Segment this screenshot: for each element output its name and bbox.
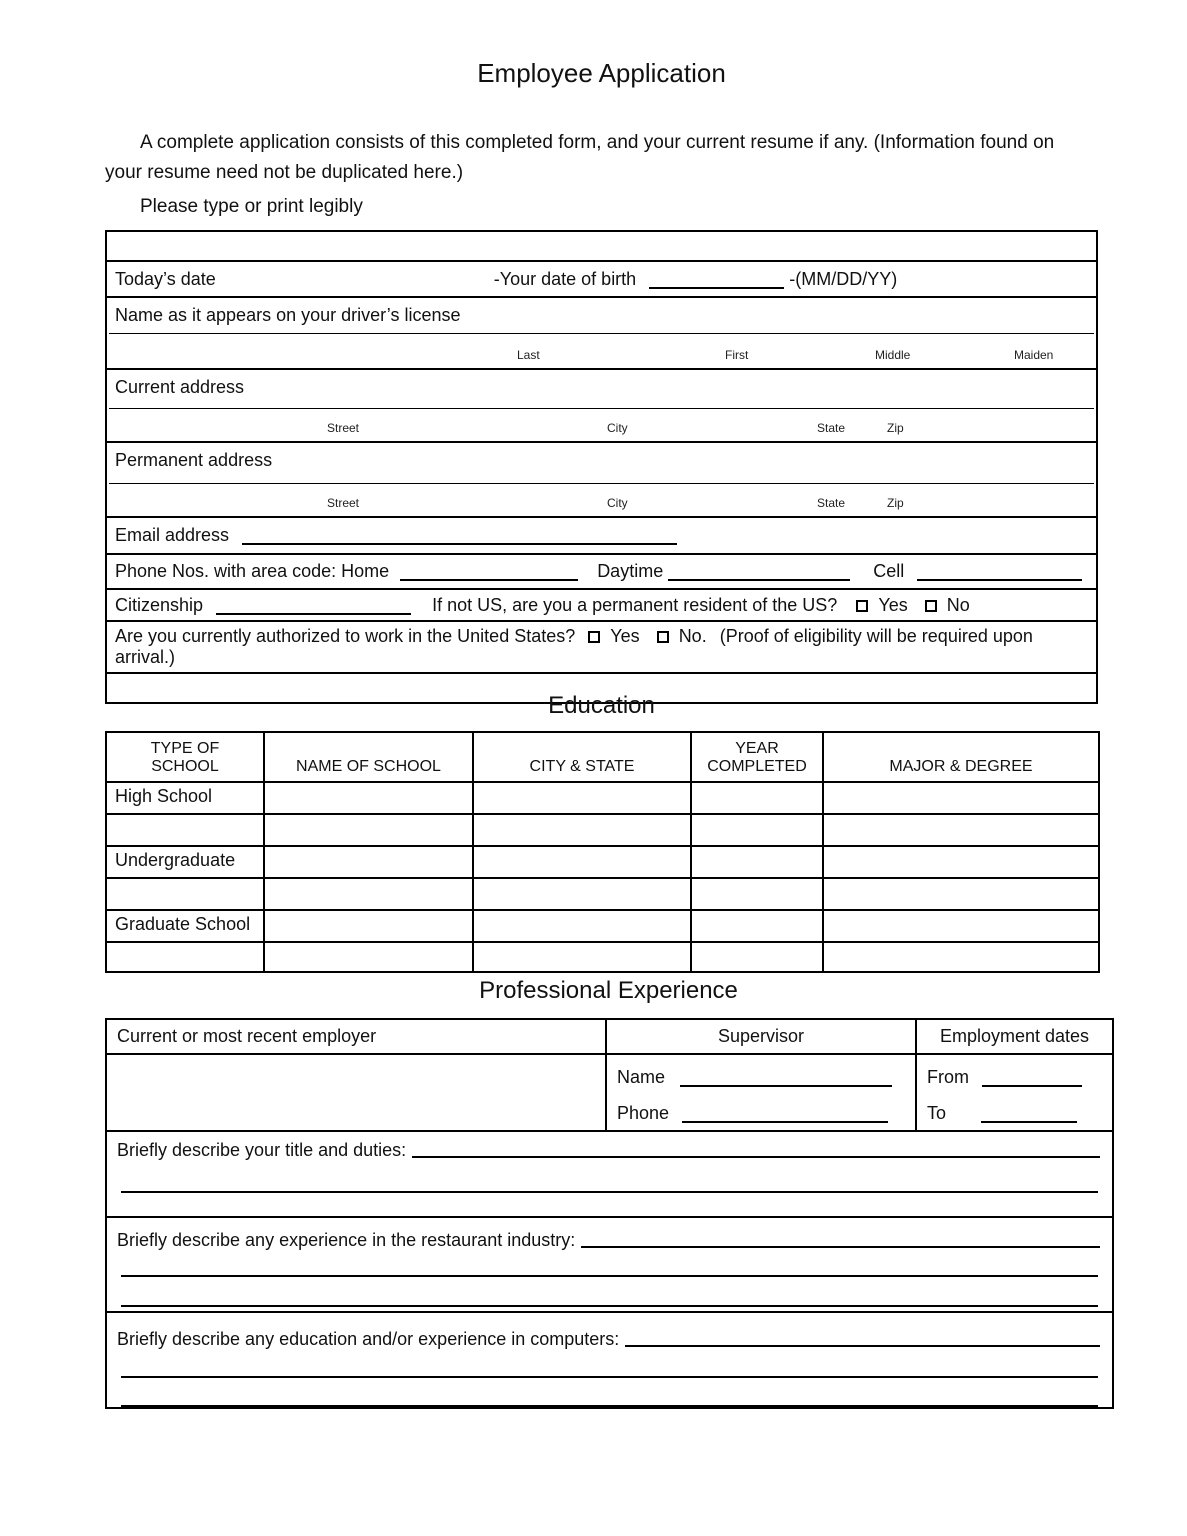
to-blank[interactable] (981, 1106, 1077, 1123)
education-cell[interactable] (264, 782, 473, 814)
education-cell[interactable] (691, 878, 823, 910)
name-sublabel-maiden: Maiden (1014, 348, 1054, 362)
education-row-label: Graduate School (106, 910, 264, 942)
computers-row (106, 1312, 1113, 1408)
restaurant-write-line[interactable] (121, 1305, 1098, 1307)
phone-daytime-blank[interactable] (668, 564, 850, 581)
supervisor-phone-blank[interactable] (682, 1106, 888, 1123)
address-sublabel-state: State (817, 496, 846, 510)
duties-write-line[interactable] (121, 1191, 1098, 1193)
personal-info-table (105, 230, 1098, 704)
phone-cell-label: Cell (873, 561, 905, 581)
permanent-address-write-line[interactable] (109, 483, 1094, 484)
education-header-type-of-school: TYPE OF SCHOOL (106, 732, 264, 782)
education-cell[interactable] (264, 910, 473, 942)
address-sublabel-street: Street (327, 421, 360, 435)
todays-date-row (106, 261, 1097, 297)
restaurant-blank[interactable] (581, 1246, 1100, 1248)
computers-label: Briefly describe any education and/or experience in computers: (117, 1329, 620, 1349)
restaurant-label: Briefly describe any experience in the restaurant industry: (117, 1230, 576, 1250)
phone-row (106, 554, 1097, 589)
education-cell[interactable] (823, 910, 1099, 942)
supervisor-name-blank[interactable] (680, 1070, 892, 1087)
address-sublabel-zip: Zip (887, 496, 904, 510)
empty-top-row (106, 231, 1097, 261)
education-cell[interactable] (823, 846, 1099, 878)
from-label: From (927, 1067, 969, 1087)
email-label: Email address (115, 525, 230, 545)
supervisor-header: Supervisor (606, 1019, 916, 1054)
resident-no-label: No (946, 594, 970, 615)
current-address-label: Current address (115, 377, 245, 397)
education-cell[interactable] (264, 814, 473, 846)
permanent-address-label: Permanent address (115, 450, 273, 470)
education-row-label (106, 878, 264, 910)
education-cell[interactable] (473, 878, 691, 910)
email-row (106, 517, 1097, 554)
education-header-city-state: CITY & STATE (473, 732, 691, 782)
resident-no-checkbox[interactable] (925, 600, 937, 612)
phone-home-blank[interactable] (400, 564, 578, 581)
education-table (105, 731, 1100, 973)
supervisor-phone-label: Phone (617, 1103, 670, 1123)
education-cell[interactable] (473, 910, 691, 942)
dob-blank[interactable] (649, 272, 784, 289)
authorized-no-label: No. (678, 626, 707, 646)
education-cell[interactable] (823, 942, 1099, 972)
address-sublabel-zip: Zip (887, 421, 904, 435)
education-row-label (106, 942, 264, 972)
authorized-no-checkbox[interactable] (657, 631, 669, 643)
education-row-label: High School (106, 782, 264, 814)
education-cell[interactable] (264, 878, 473, 910)
current-address-row (106, 369, 1097, 442)
intro-paragraph: A complete application consists of this completed form, and your current resume if any. (Information found on your resume need not be duplicated here.) (105, 132, 1055, 183)
address-sublabel-state: State (817, 421, 846, 435)
professional-experience-heading: Professional Experience (479, 977, 738, 1004)
education-cell[interactable] (691, 814, 823, 846)
computers-blank[interactable] (625, 1345, 1100, 1347)
name-sublabel-middle: Middle (875, 348, 911, 362)
education-cell[interactable] (691, 910, 823, 942)
address-sublabel-street: Street (327, 496, 360, 510)
education-row-label (106, 814, 264, 846)
citizenship-blank[interactable] (216, 598, 411, 615)
resident-question: If not US, are you a permanent resident of the US? (432, 594, 838, 615)
computers-write-line[interactable] (121, 1376, 1098, 1378)
education-cell[interactable] (691, 782, 823, 814)
resident-yes-label: Yes (878, 594, 908, 615)
page-title: Employee Application (477, 58, 726, 88)
education-cell[interactable] (473, 846, 691, 878)
name-sublabel-first: First (725, 348, 749, 362)
todays-date-label: Today’s date (115, 268, 216, 289)
license-name-row (106, 297, 1097, 369)
education-cell[interactable] (823, 782, 1099, 814)
license-name-label: Name as it appears on your driver’s license (115, 305, 461, 325)
dates-cell (916, 1054, 1113, 1131)
duties-row (106, 1131, 1113, 1217)
authorized-yes-checkbox[interactable] (588, 631, 600, 643)
experience-table (105, 1018, 1114, 1409)
supervisor-cell (606, 1054, 916, 1131)
education-cell[interactable] (473, 782, 691, 814)
dob-label: -Your date of birth (493, 268, 637, 289)
phone-daytime-label: Daytime (597, 561, 664, 581)
dates-header: Employment dates (916, 1019, 1113, 1054)
type-or-print-instruction: Please type or print legibly (140, 196, 363, 217)
authorized-yes-label: Yes (610, 626, 640, 646)
education-cell[interactable] (691, 846, 823, 878)
education-header-name-of-school: NAME OF SCHOOL (264, 732, 473, 782)
dob-format-label: -(MM/DD/YY) (789, 268, 898, 289)
authorized-row (106, 621, 1097, 673)
address-sublabel-city: City (607, 421, 628, 435)
permanent-address-row (106, 442, 1097, 517)
employer-cell[interactable] (106, 1054, 606, 1131)
duties-blank[interactable] (412, 1156, 1100, 1158)
citizenship-label: Citizenship (115, 594, 204, 615)
computers-write-line[interactable] (121, 1405, 1098, 1407)
education-cell[interactable] (823, 814, 1099, 846)
current-address-write-line[interactable] (109, 408, 1094, 409)
authorized-question: Are you currently authorized to work in the United States? (115, 626, 576, 646)
address-sublabel-city: City (607, 496, 628, 510)
to-label: To (927, 1103, 947, 1123)
supervisor-name-label: Name (617, 1067, 666, 1087)
citizenship-row (106, 589, 1097, 621)
education-cell[interactable] (691, 942, 823, 972)
resident-yes-checkbox[interactable] (856, 600, 868, 612)
name-sublabel-last: Last (517, 348, 540, 362)
phone-cell-blank[interactable] (917, 564, 1082, 581)
education-cell[interactable] (264, 942, 473, 972)
education-header-year-completed: YEAR COMPLETED (691, 732, 823, 782)
education-cell[interactable] (473, 814, 691, 846)
restaurant-write-line[interactable] (121, 1275, 1098, 1277)
authorized-note: (Proof of eligibility will be required upon arrival.) (115, 626, 1033, 667)
education-cell[interactable] (264, 846, 473, 878)
education-heading: Education (548, 692, 655, 719)
education-row-label: Undergraduate (106, 846, 264, 878)
duties-label: Briefly describe your title and duties: (117, 1140, 407, 1160)
employer-header: Current or most recent employer (106, 1019, 606, 1054)
restaurant-row (106, 1217, 1113, 1312)
from-blank[interactable] (982, 1070, 1082, 1087)
email-blank[interactable] (242, 528, 677, 545)
license-name-write-line[interactable] (109, 333, 1094, 334)
education-cell[interactable] (473, 942, 691, 972)
phone-home-label: Phone Nos. with area code: Home (115, 561, 390, 581)
education-cell[interactable] (823, 878, 1099, 910)
education-header-major-degree: MAJOR & DEGREE (823, 732, 1099, 782)
